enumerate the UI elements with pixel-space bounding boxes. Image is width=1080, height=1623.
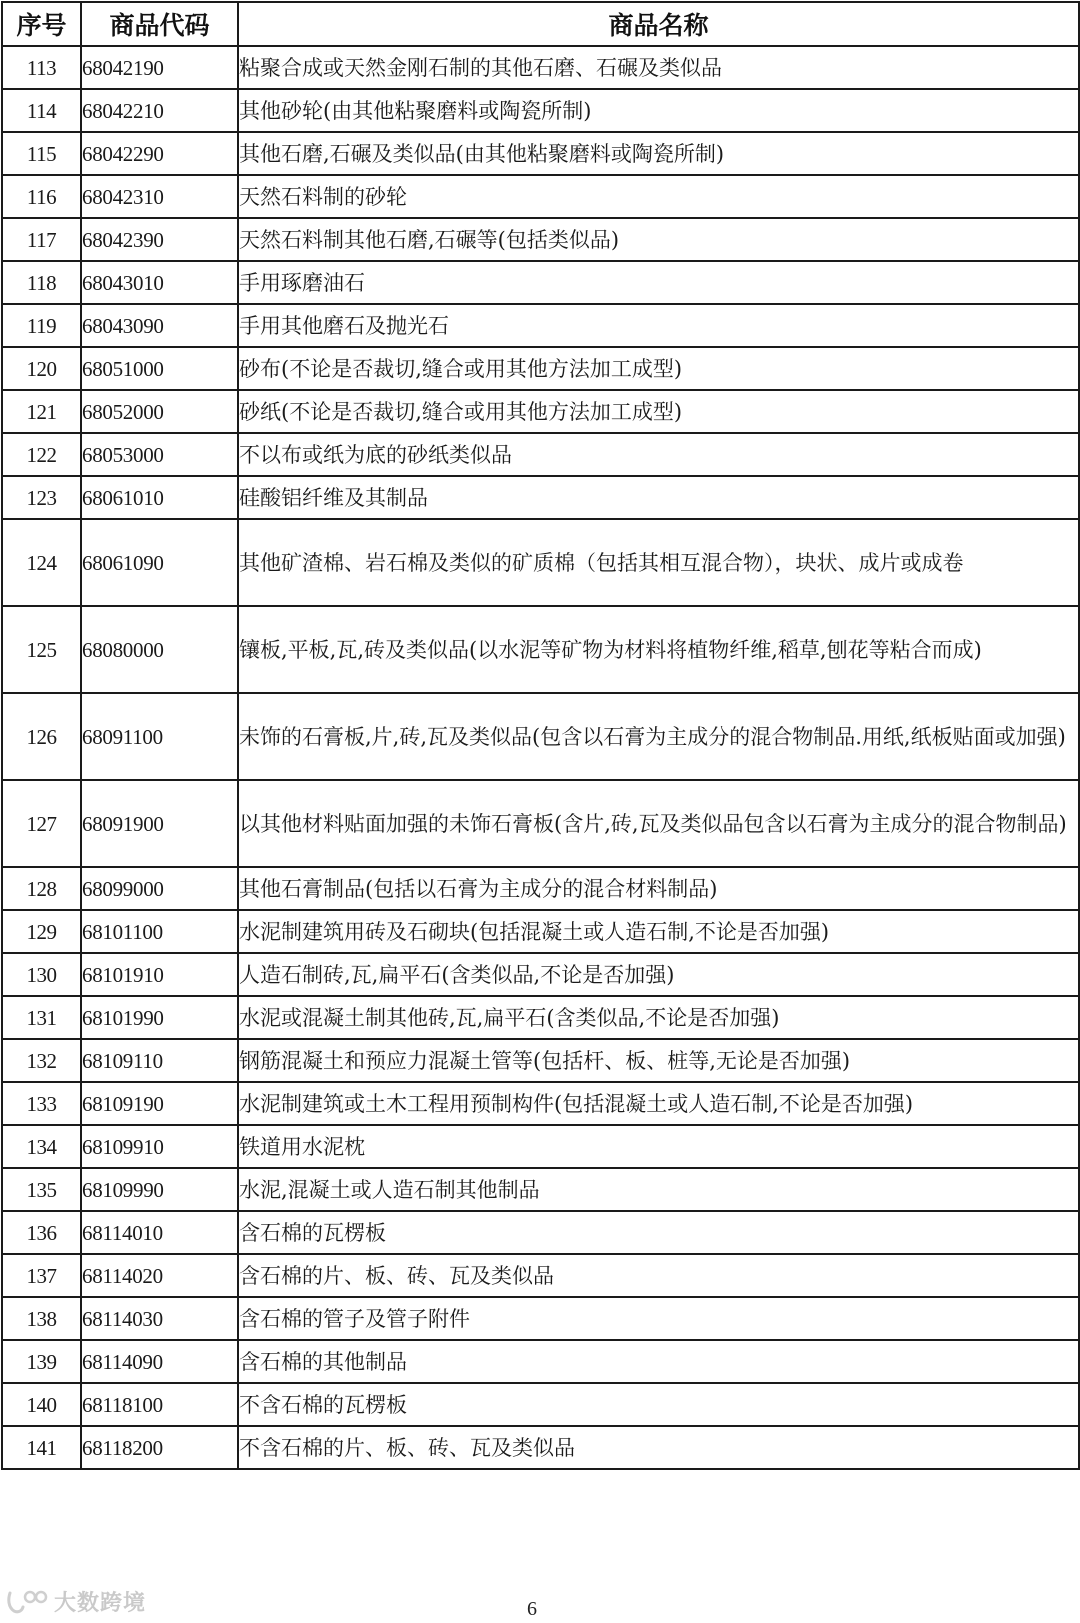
- row-goods-name: 砂布(不论是否裁切,缝合或用其他方法加工成型): [238, 347, 1079, 390]
- row-serial-number: 117: [2, 218, 81, 261]
- row-serial-number: 125: [2, 606, 81, 693]
- row-goods-code: 68114010: [81, 1211, 238, 1254]
- table-row: [2, 304, 1079, 347]
- row-goods-code: 68091900: [81, 780, 238, 867]
- row-goods-name: 含石棉的管子及管子附件: [238, 1297, 1079, 1340]
- table-row: [2, 780, 1079, 867]
- table-header-row: [2, 2, 1079, 46]
- row-goods-code: 68091100: [81, 693, 238, 780]
- table-row: [2, 953, 1079, 996]
- row-goods-code: 68099000: [81, 867, 238, 910]
- table-row: [2, 89, 1079, 132]
- row-serial-number: 134: [2, 1125, 81, 1168]
- row-goods-name: 水泥制建筑用砖及石砌块(包括混凝土或人造石制,不论是否加强): [238, 910, 1079, 953]
- page-number: 6: [527, 1598, 537, 1620]
- row-goods-name: 钢筋混凝土和预应力混凝土管等(包括杆、板、桩等,无论是否加强): [238, 1039, 1079, 1082]
- table-row: [2, 996, 1079, 1039]
- row-goods-code: 68052000: [81, 390, 238, 433]
- row-goods-code: 68042290: [81, 132, 238, 175]
- table-row: [2, 1297, 1079, 1340]
- row-serial-number: 132: [2, 1039, 81, 1082]
- row-serial-number: 114: [2, 89, 81, 132]
- table-row: [2, 175, 1079, 218]
- row-goods-name: 其他石磨,石碾及类似品(由其他粘聚磨料或陶瓷所制): [238, 132, 1079, 175]
- table-row: [2, 218, 1079, 261]
- row-serial-number: 120: [2, 347, 81, 390]
- row-goods-name: 不以布或纸为底的砂纸类似品: [238, 433, 1079, 476]
- row-goods-code: 68109990: [81, 1168, 238, 1211]
- row-goods-name: 硅酸铝纤维及其制品: [238, 476, 1079, 519]
- table-row: [2, 693, 1079, 780]
- row-serial-number: 139: [2, 1340, 81, 1383]
- row-goods-code: 68101990: [81, 996, 238, 1039]
- row-goods-name: 天然石料制的砂轮: [238, 175, 1079, 218]
- table-row: [2, 347, 1079, 390]
- row-serial-number: 141: [2, 1426, 81, 1469]
- row-serial-number: 130: [2, 953, 81, 996]
- row-goods-code: 68101100: [81, 910, 238, 953]
- row-serial-number: 113: [2, 46, 81, 89]
- row-serial-number: 118: [2, 261, 81, 304]
- row-goods-code: 68042210: [81, 89, 238, 132]
- table-row: [2, 433, 1079, 476]
- table-row: [2, 390, 1079, 433]
- row-goods-code: 68109190: [81, 1082, 238, 1125]
- table-row: [2, 1383, 1079, 1426]
- row-goods-name: 手用其他磨石及抛光石: [238, 304, 1079, 347]
- table-row: [2, 1125, 1079, 1168]
- row-serial-number: 138: [2, 1297, 81, 1340]
- row-goods-code: 68042310: [81, 175, 238, 218]
- row-serial-number: 129: [2, 910, 81, 953]
- table-row: [2, 1039, 1079, 1082]
- table-row: [2, 1426, 1079, 1469]
- row-serial-number: 135: [2, 1168, 81, 1211]
- row-goods-name: 不含石棉的片、板、砖、瓦及类似品: [238, 1426, 1079, 1469]
- row-goods-name: 以其他材料贴面加强的未饰石膏板(含片,砖,瓦及类似品包含以石膏为主成分的混合物制品): [238, 780, 1079, 867]
- header-goods-code: 商品代码: [81, 2, 238, 46]
- table-row: [2, 46, 1079, 89]
- row-serial-number: 137: [2, 1254, 81, 1297]
- row-goods-name: 砂纸(不论是否裁切,缝合或用其他方法加工成型): [238, 390, 1079, 433]
- row-serial-number: 131: [2, 996, 81, 1039]
- row-serial-number: 119: [2, 304, 81, 347]
- row-goods-code: 68118100: [81, 1383, 238, 1426]
- row-goods-code: 68109110: [81, 1039, 238, 1082]
- row-serial-number: 123: [2, 476, 81, 519]
- row-serial-number: 140: [2, 1383, 81, 1426]
- row-serial-number: 121: [2, 390, 81, 433]
- table-row: [2, 1254, 1079, 1297]
- row-goods-code: 68114020: [81, 1254, 238, 1297]
- table-row: [2, 910, 1079, 953]
- row-goods-name: 不含石棉的瓦楞板: [238, 1383, 1079, 1426]
- brand-logo-icon: [6, 1589, 48, 1615]
- row-serial-number: 116: [2, 175, 81, 218]
- row-goods-name: 天然石料制其他石磨,石碾等(包括类似品): [238, 218, 1079, 261]
- watermark: [6, 1586, 146, 1617]
- row-goods-name: 其他矿渣棉、岩石棉及类似的矿质棉（包括其相互混合物），块状、成片或成卷: [238, 519, 1079, 606]
- row-goods-name: 其他石膏制品(包括以石膏为主成分的混合材料制品): [238, 867, 1079, 910]
- row-goods-name: 铁道用水泥枕: [238, 1125, 1079, 1168]
- table-row: [2, 1168, 1079, 1211]
- table-row: [2, 1082, 1079, 1125]
- row-serial-number: 126: [2, 693, 81, 780]
- row-goods-code: 68061090: [81, 519, 238, 606]
- row-goods-name: 未饰的石膏板,片,砖,瓦及类似品(包含以石膏为主成分的混合物制品.用纸,纸板贴面或加强): [238, 693, 1079, 780]
- table-row: [2, 519, 1079, 606]
- table-row: [2, 132, 1079, 175]
- row-goods-name: 其他砂轮(由其他粘聚磨料或陶瓷所制): [238, 89, 1079, 132]
- row-goods-code: 68118200: [81, 1426, 238, 1469]
- row-serial-number: 122: [2, 433, 81, 476]
- row-goods-name: 水泥或混凝土制其他砖,瓦,扁平石(含类似品,不论是否加强): [238, 996, 1079, 1039]
- row-goods-code: 68043010: [81, 261, 238, 304]
- row-goods-code: 68114030: [81, 1297, 238, 1340]
- row-goods-name: 手用琢磨油石: [238, 261, 1079, 304]
- row-serial-number: 124: [2, 519, 81, 606]
- row-goods-name: 含石棉的其他制品: [238, 1340, 1079, 1383]
- row-goods-code: 68114090: [81, 1340, 238, 1383]
- table-row: [2, 867, 1079, 910]
- watermark-text: 大数跨境: [54, 1591, 147, 1616]
- table-row: [2, 1340, 1079, 1383]
- row-goods-code: 68080000: [81, 606, 238, 693]
- row-goods-code: 68053000: [81, 433, 238, 476]
- row-goods-name: 水泥制建筑或土木工程用预制构件(包括混凝土或人造石制,不论是否加强): [238, 1082, 1079, 1125]
- goods-table: [1, 1, 1080, 1470]
- row-serial-number: 136: [2, 1211, 81, 1254]
- row-goods-name: 水泥,混凝土或人造石制其他制品: [238, 1168, 1079, 1211]
- row-goods-code: 68101910: [81, 953, 238, 996]
- table-row: [2, 1211, 1079, 1254]
- row-goods-name: 粘聚合成或天然金刚石制的其他石磨、石碾及类似品: [238, 46, 1079, 89]
- row-goods-code: 68042190: [81, 46, 238, 89]
- row-serial-number: 127: [2, 780, 81, 867]
- row-goods-code: 68043090: [81, 304, 238, 347]
- row-serial-number: 128: [2, 867, 81, 910]
- row-goods-code: 68042390: [81, 218, 238, 261]
- table-row: [2, 606, 1079, 693]
- table-row: [2, 476, 1079, 519]
- row-goods-name: 人造石制砖,瓦,扁平石(含类似品,不论是否加强): [238, 953, 1079, 996]
- row-goods-code: 68061010: [81, 476, 238, 519]
- header-serial-number: 序号: [2, 2, 81, 46]
- row-goods-name: 含石棉的瓦楞板: [238, 1211, 1079, 1254]
- row-goods-name: 镶板,平板,瓦,砖及类似品(以水泥等矿物为材料将植物纤维,稻草,刨花等粘合而成): [238, 606, 1079, 693]
- row-goods-name: 含石棉的片、板、砖、瓦及类似品: [238, 1254, 1079, 1297]
- row-goods-code: 68051000: [81, 347, 238, 390]
- row-serial-number: 133: [2, 1082, 81, 1125]
- header-goods-name: 商品名称: [238, 2, 1079, 46]
- table-row: [2, 261, 1079, 304]
- row-goods-code: 68109910: [81, 1125, 238, 1168]
- row-serial-number: 115: [2, 132, 81, 175]
